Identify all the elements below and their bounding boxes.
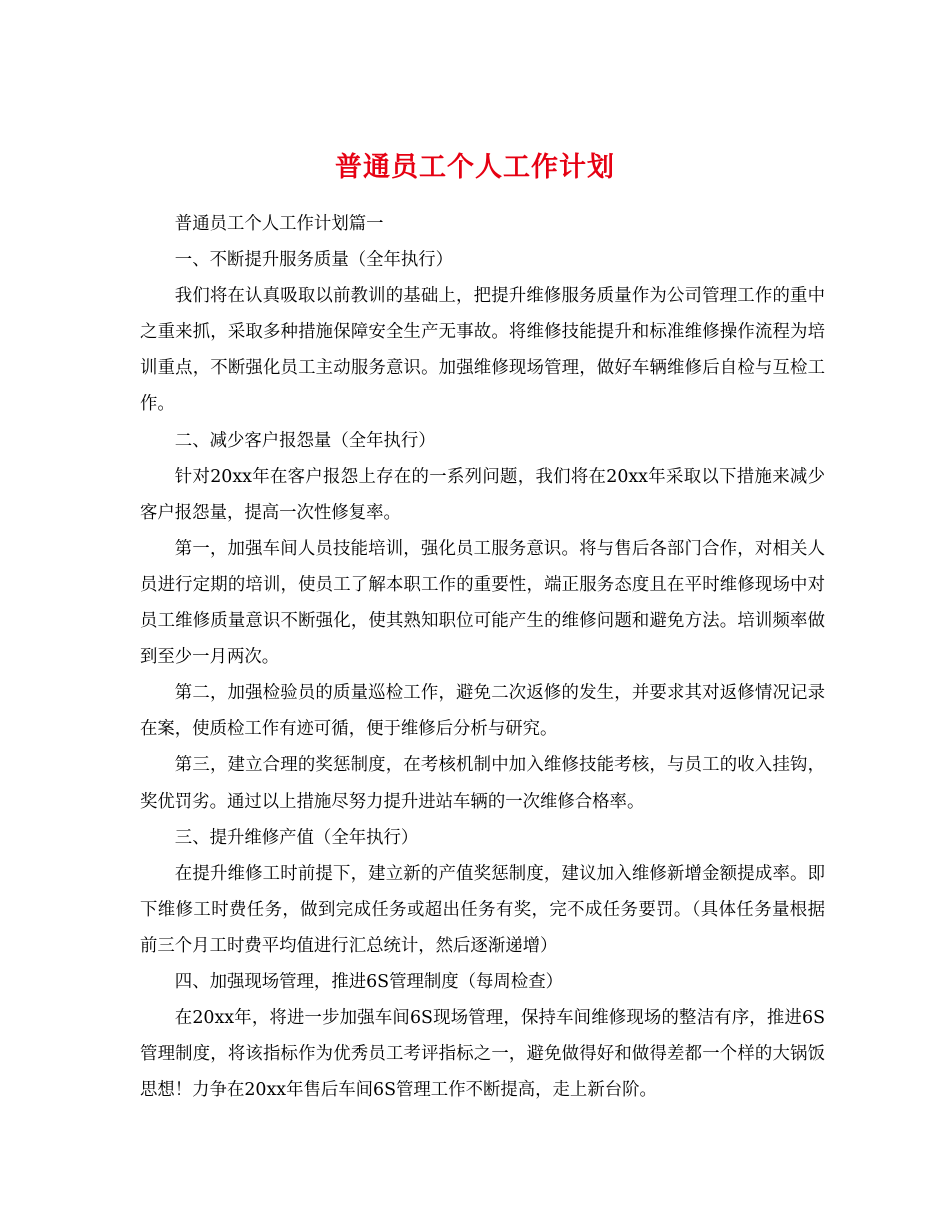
paragraph-text: 第二，加强检验员的质量巡检工作，避免二次返修的发生，并要求其对返修情况记录在案，使质检工作有迹可循，便于维修后分析与研究。 xyxy=(140,683,825,740)
paragraph-heading-2: 二、减少客户报怨量（全年执行） xyxy=(174,430,436,451)
paragraph-text: 针对20xx年在客户报怨上存在的一系列问题，我们将在20xx年采取以下措施来减少客户报怨量，提高一次性修复率。 xyxy=(140,466,825,523)
paragraph-text: 在20xx年，将进一步加强车间6S现场管理，保持车间维修现场的整洁有序，推进6S管理制度，将该指标作为优秀员工考评指标之一，避免做得好和做得差都一个样的大锅饭思想！力争在20xx年售后车间6S管理工作不断提高，走上新台阶。 xyxy=(140,1008,825,1101)
paragraph-text: 我们将在认真吸取以前教训的基础上，把提升维修服务质量作为公司管理工作的重中之重来抓，采取多种措施保障安全生产无事故。将维修技能提升和标准维修操作流程为培训重点，不断强化员工主动服务意识。加强维修现场管理，做好车辆维修后自检与互检工作。 xyxy=(140,286,825,415)
paragraph-heading-1: 一、不断提升服务质量（全年执行） xyxy=(174,250,454,271)
paragraph-section-heading: 普通员工个人工作计划篇一 xyxy=(174,214,384,234)
paragraph-text: 第三，建立合理的奖惩制度，在考核机制中加入维修技能考核，与员工的收入挂钩，奖优罚劣。通过以上措施尽努力提升进站车辆的一次维修合格率。 xyxy=(140,755,825,812)
document-body xyxy=(140,206,825,1108)
paragraph-text: 在提升维修工时前提下，建立新的产值奖惩制度，建议加入维修新增金额提成率。即下维修工时费任务，做到完成任务或超出任务有奖，完不成任务要罚。（具体任务量根据前三个月工时费平均值进行汇总统计，然后逐渐递增） xyxy=(140,863,825,956)
paragraph-text: 第一，加强车间人员技能培训，强化员工服务意识。将与售后各部门合作，对相关人员进行定期的培训，使员工了解本职工作的重要性，端正服务态度且在平时维修现场中对员工维修质量意识不断强化，使其熟知职位可能产生的维修问题和避免方法。培训频率做到至少一月两次。 xyxy=(140,538,825,668)
document-title: 普通员工个人工作计划 xyxy=(335,152,615,184)
paragraph-heading-4: 四、加强现场管理，推进6S管理制度（每周检查） xyxy=(174,971,563,992)
paragraph-heading-3: 三、提升维修产值（全年执行） xyxy=(174,827,419,848)
